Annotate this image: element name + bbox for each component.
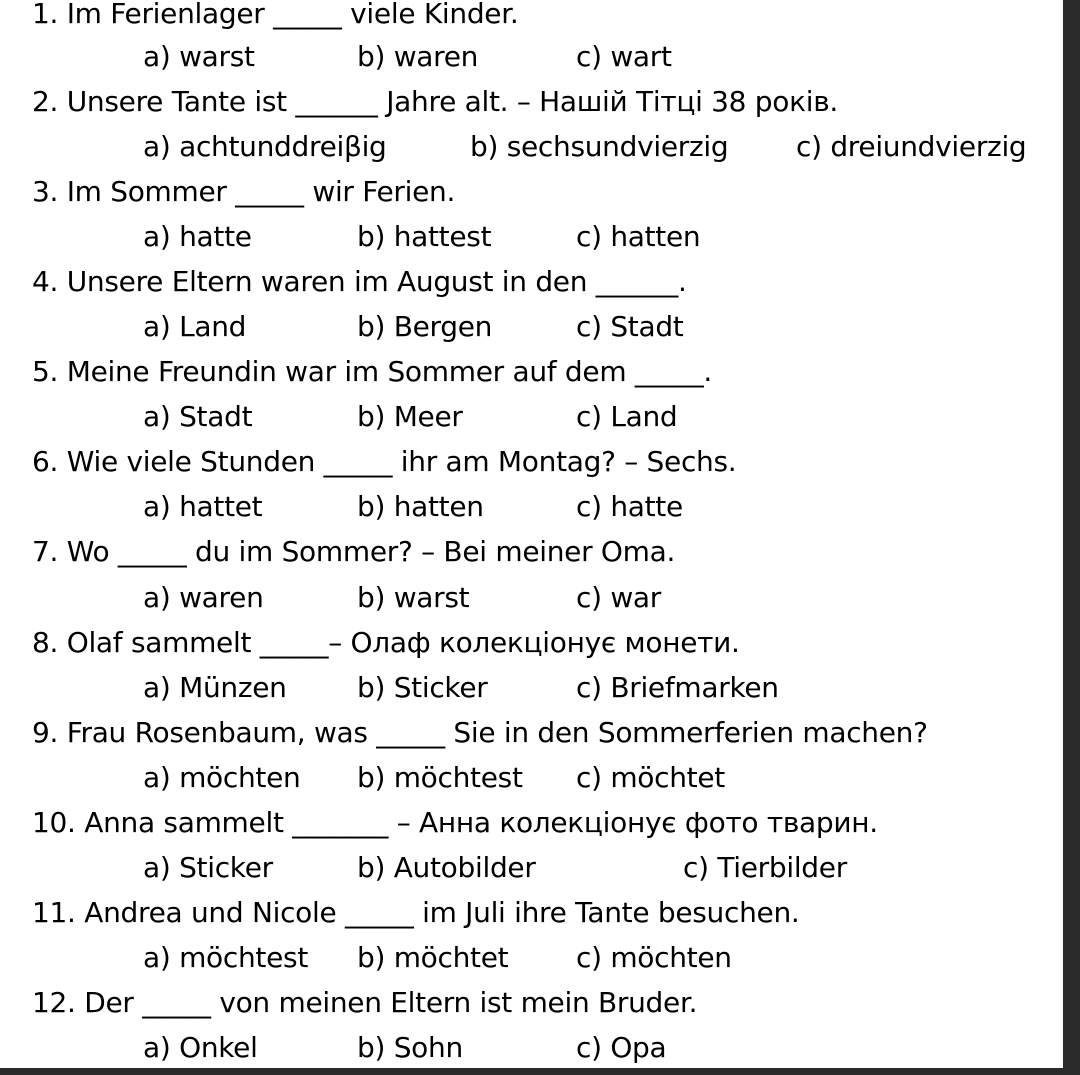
options-10 bbox=[0, 846, 1063, 890]
option-8c: c) Briefmarken bbox=[576, 671, 779, 704]
option-12c: c) Opa bbox=[576, 1031, 667, 1064]
option-4b: b) Bergen bbox=[357, 310, 493, 343]
options-11 bbox=[0, 936, 1063, 980]
option-9a: a) möchten bbox=[143, 761, 301, 794]
option-6a: a) hattet bbox=[143, 490, 263, 523]
question-12: 12. Der _____ von meinen Eltern ist mein Bruder. bbox=[32, 986, 698, 1019]
options-12 bbox=[0, 1026, 1063, 1068]
option-9b: b) möchtest bbox=[357, 761, 523, 794]
option-2c: c) dreiundvierzig bbox=[796, 130, 1027, 163]
question-2: 2. Unsere Tante ist ______ Jahre alt. – Нашій Тітці 38 років. bbox=[32, 85, 838, 118]
option-10a: a) Sticker bbox=[143, 851, 273, 884]
option-5a: a) Stadt bbox=[143, 400, 253, 433]
option-4a: a) Land bbox=[143, 310, 247, 343]
option-9c: c) möchtet bbox=[576, 761, 725, 794]
options-8 bbox=[0, 666, 1063, 710]
option-11c: c) möchten bbox=[576, 941, 732, 974]
option-1c: c) wart bbox=[576, 40, 672, 73]
option-3c: c) hatten bbox=[576, 220, 701, 253]
option-4c: c) Stadt bbox=[576, 310, 684, 343]
question-3: 3. Im Sommer _____ wir Ferien. bbox=[32, 175, 456, 208]
question-4: 4. Unsere Eltern waren im August in den ______. bbox=[32, 265, 687, 298]
option-6c: c) hatte bbox=[576, 490, 683, 523]
option-7b: b) warst bbox=[357, 581, 470, 614]
option-7a: a) waren bbox=[143, 581, 264, 614]
option-12b: b) Sohn bbox=[357, 1031, 463, 1064]
question-5: 5. Meine Freundin war im Sommer auf dem _____. bbox=[32, 355, 712, 388]
question-9: 9. Frau Rosenbaum, was _____ Sie in den Sommerferien machen? bbox=[32, 716, 928, 749]
option-10c: c) Tierbilder bbox=[683, 851, 847, 884]
option-3b: b) hattest bbox=[357, 220, 492, 253]
option-1b: b) waren bbox=[357, 40, 479, 73]
options-9 bbox=[0, 756, 1063, 800]
question-6: 6. Wie viele Stunden _____ ihr am Montag? – Sechs. bbox=[32, 445, 737, 478]
option-11a: a) möchtest bbox=[143, 941, 309, 974]
option-1a: a) warst bbox=[143, 40, 255, 73]
question-11: 11. Andrea und Nicole _____ im Juli ihre Tante besuchen. bbox=[32, 896, 800, 929]
option-8a: a) Münzen bbox=[143, 671, 287, 704]
option-10b: b) Autobilder bbox=[357, 851, 536, 884]
option-3a: a) hatte bbox=[143, 220, 252, 253]
question-1: 1. Im Ferienlager _____ viele Kinder. bbox=[32, 0, 519, 30]
option-11b: b) möchtet bbox=[357, 941, 509, 974]
question-8: 8. Olaf sammelt _____– Олаф колекціонує монети. bbox=[32, 626, 740, 659]
options-7 bbox=[0, 576, 1063, 620]
options-3 bbox=[0, 215, 1063, 259]
options-4 bbox=[0, 305, 1063, 349]
question-10: 10. Anna sammelt _______ – Анна колекціонує фото тварин. bbox=[32, 806, 878, 839]
option-8b: b) Sticker bbox=[357, 671, 488, 704]
options-5 bbox=[0, 395, 1063, 439]
option-5b: b) Meer bbox=[357, 400, 463, 433]
options-6 bbox=[0, 485, 1063, 529]
options-2 bbox=[0, 125, 1063, 169]
option-2a: a) achtunddreiβig bbox=[143, 130, 387, 163]
option-7c: c) war bbox=[576, 581, 661, 614]
option-2b: b) sechsundvierzig bbox=[470, 130, 729, 163]
options-1 bbox=[0, 35, 1063, 79]
option-5c: c) Land bbox=[576, 400, 678, 433]
option-12a: a) Onkel bbox=[143, 1031, 258, 1064]
option-6b: b) hatten bbox=[357, 490, 484, 523]
question-7: 7. Wo _____ du im Sommer? – Bei meiner Oma. bbox=[32, 535, 676, 568]
